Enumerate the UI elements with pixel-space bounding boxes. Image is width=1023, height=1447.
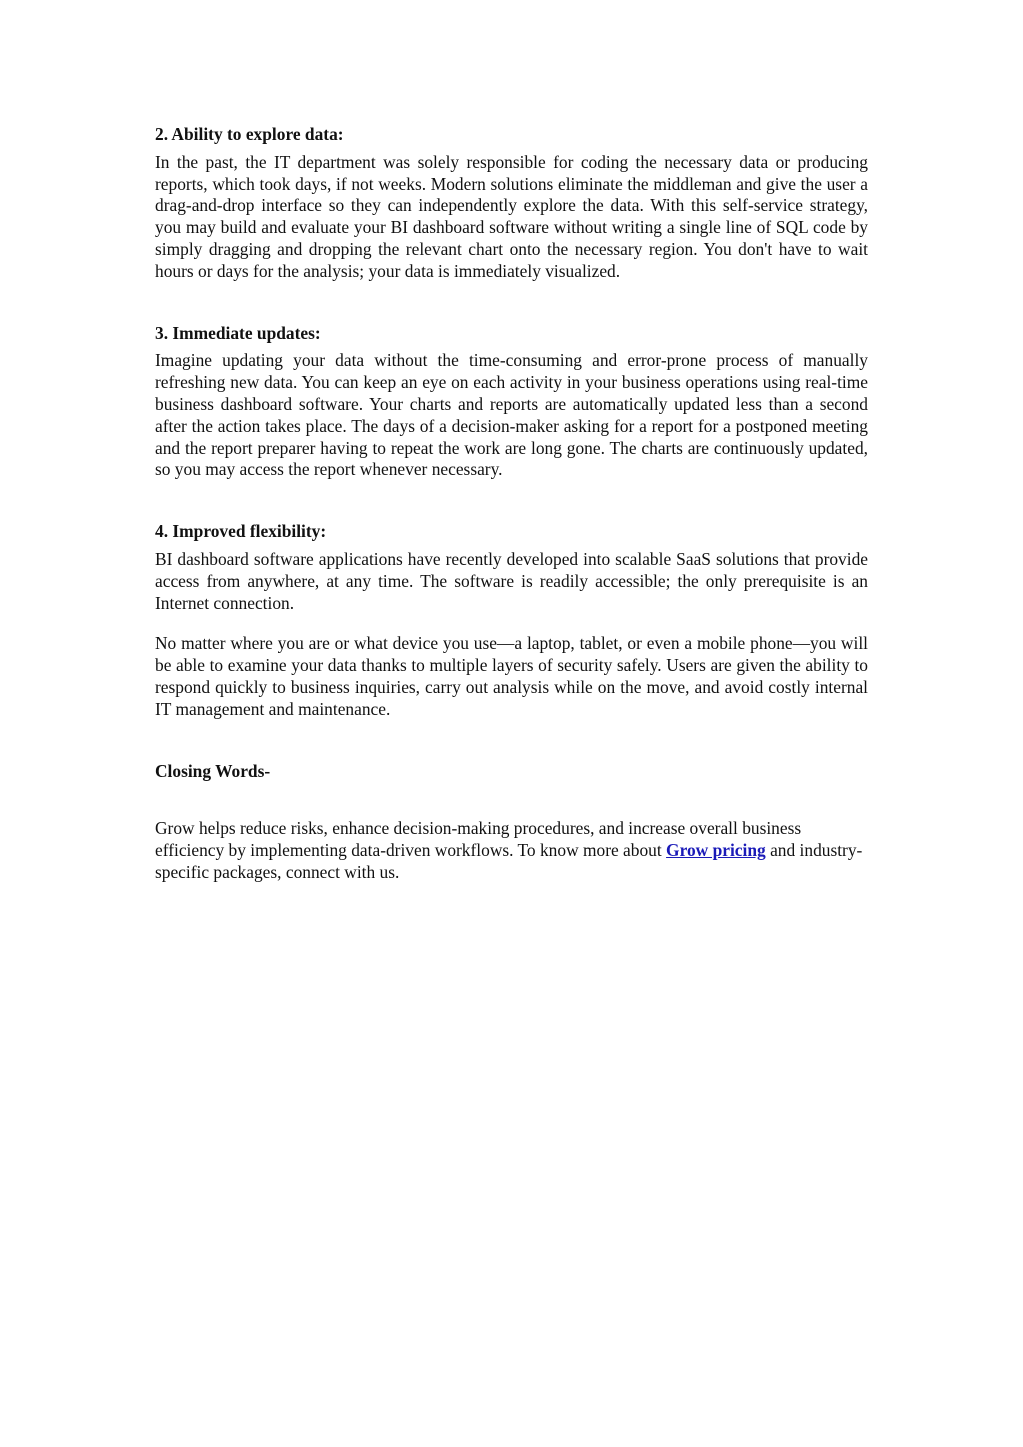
section-paragraph: In the past, the IT department was solely responsible for coding the necessary data or producing reports, which took days, if not weeks. Modern solutions eliminate the middleman and give the user a drag-and-drop interface so they can independently explore the data. With this self-service strategy, you may build and evaluate your BI dashboard software without writing a single line of SQL code by simply dragging and dropping the relevant chart onto the necessary region. You don't have to wait hours or days for the analysis; your data is immediately visualized. [155,151,868,281]
section-paragraph: BI dashboard software applications have recently developed into scalable SaaS solutions that provide access from anywhere, at any time. The software is readily accessible; the only prerequisite is an Internet connection. [155,548,868,613]
section-paragraph: No matter where you are or what device you use—a laptop, tablet, or even a mobile phone—you will be able to examine your data thanks to multiple layers of security safely. Users are given the ability to respond quickly to business inquiries, carry out analysis while on the move, and avoid costly internal IT management and maintenance. [155,633,868,719]
closing-heading: Closing Words- [155,760,271,781]
section-heading: 4. Improved flexibility: [155,521,327,542]
section-improved-flexibility [155,521,868,720]
section-heading: 2. Ability to explore data: [155,124,344,144]
grow-pricing-link[interactable]: Grow pricing [666,840,766,861]
document-body [155,124,868,884]
closing-paragraph [155,818,868,883]
section-closing-words [155,761,868,884]
section-paragraph: Imagine updating your data without the time-consuming and error-prone process of manually refreshing new data. You can keep an eye on each activity in your business operations using real-time business dashboard software. Your charts and reports are automatically updated less than a second after the action takes place. The days of a decision-maker asking for a report for a postponed meeting and the report preparer having to repeat the work are long gone. The charts are continuously updated, so you may access the report whenever necessary. [155,350,868,480]
closing-text-after-link: and industry-specific packages, connect with us. [155,840,863,882]
section-immediate-updates [155,323,868,482]
section-heading: 3. Immediate updates: [155,322,321,343]
closing-text-before-link: Grow helps reduce risks, enhance decision-making procedures, and increase overall business efficiency by implementing data-driven workflows. To know more about [155,818,802,861]
section-explore-data [155,124,868,283]
